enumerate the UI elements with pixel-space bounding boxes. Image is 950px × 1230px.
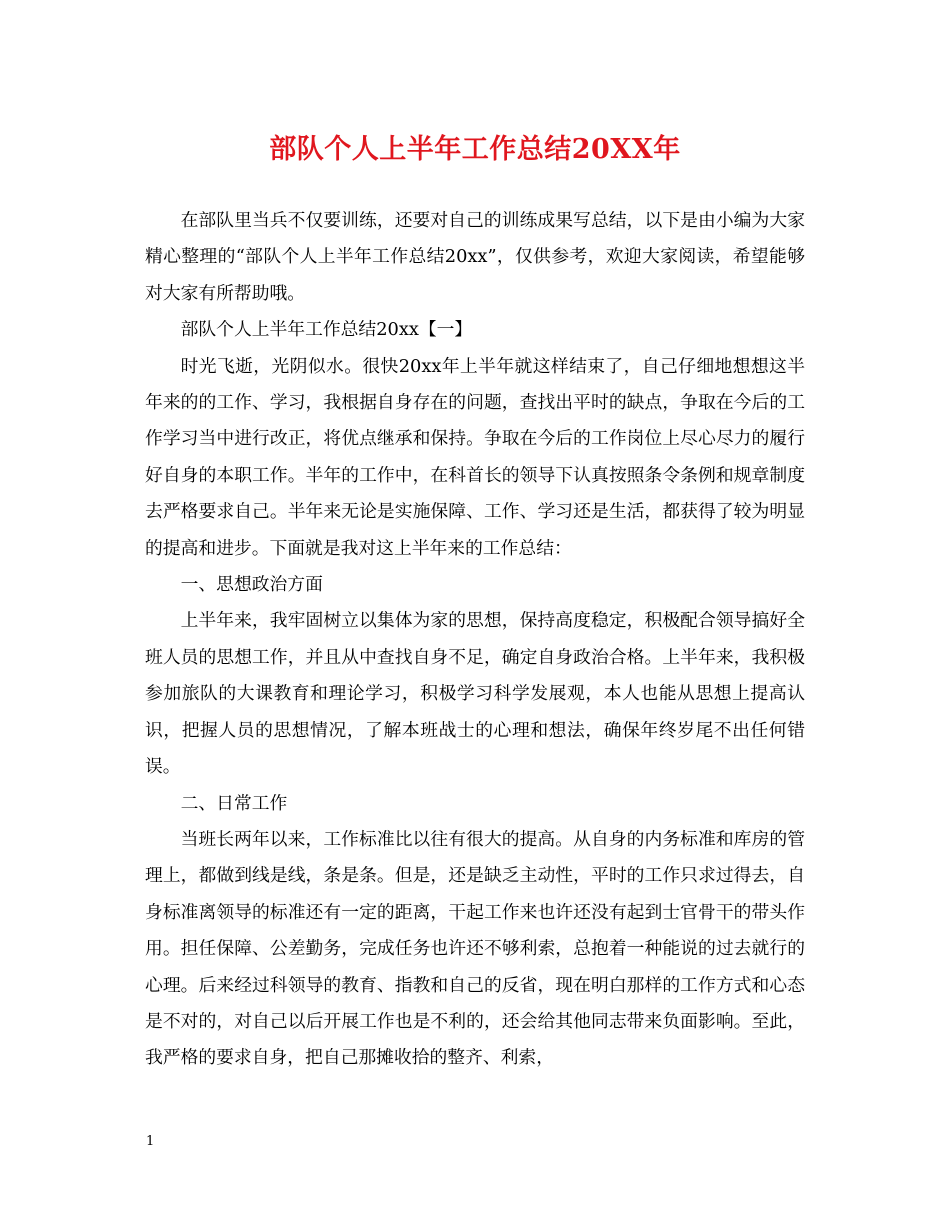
document-body xyxy=(145,203,805,1077)
paragraph-intro: 在部队里当兵不仅要训练，还要对自己的训练成果写总结，以下是由小编为大家精心整理的“部队个人上半年工作总结20xx”，仅供参考，欢迎大家阅读，希望能够对大家有所帮助哦。 xyxy=(145,210,805,304)
section-heading-ideology: 一、思想政治方面 xyxy=(180,574,323,596)
paragraph-overview: 时光飞逝，光阴似水。很快20xx年上半年就这样结束了，自己仔细地想想这半年来的的工作、学习，我根据自身存在的问题，查找出平时的缺点，争取在今后的工作学习当中进行改正，将优点继承和保持。争取在今后的工作岗位上尽心尽力的履行好自身的本职工作。半年的工作中，在科首长的领导下认真按照条令条例和规章制度去严格要求自己。半年来无论是实施保障、工作、学习还是生活，都获得了较为明显的提高和进步。下面就是我对这上半年来的工作总结： xyxy=(145,355,805,559)
section-heading-daily-work: 二、日常工作 xyxy=(180,792,288,814)
paragraph-daily-work: 当班长两年以来，工作标准比以往有很大的提高。从自身的内务标准和库房的管理上，都做到线是线，条是条。但是，还是缺乏主动性，平时的工作只求过得去，自身标准离领导的标准还有一定的距离，干起工作来也许还没有起到士官骨干的带头作用。担任保障、公差勤务，完成任务也许还不够利索，总抱着一种能说的过去就行的心理。后来经过科领导的教育、指教和自己的反省，现在明白那样的工作方式和心态是不对的，对自己以后开展工作也是不利的，还会给其他同志带来负面影响。至此，我严格的要求自身，把自己那摊收拾的整齐、利索， xyxy=(145,828,805,1069)
paragraph-ideology: 上半年来，我牢固树立以集体为家的思想，保持高度稳定，积极配合领导搞好全班人员的思想工作，并且从中查找自身不足，确定自身政治合格。上半年来，我积极参加旅队的大课教育和理论学习，积极学习科学发展观，本人也能从思想上提高认识，把握人员的思想情况，了解本班战士的心理和想法，确保年终岁尾不出任何错误。 xyxy=(145,610,805,778)
document-title: 部队个人上半年工作总结20XX年 xyxy=(269,134,681,165)
page-number: 1 xyxy=(146,1134,155,1149)
section-heading-part-one: 部队个人上半年工作总结20xx【一】 xyxy=(180,319,473,341)
